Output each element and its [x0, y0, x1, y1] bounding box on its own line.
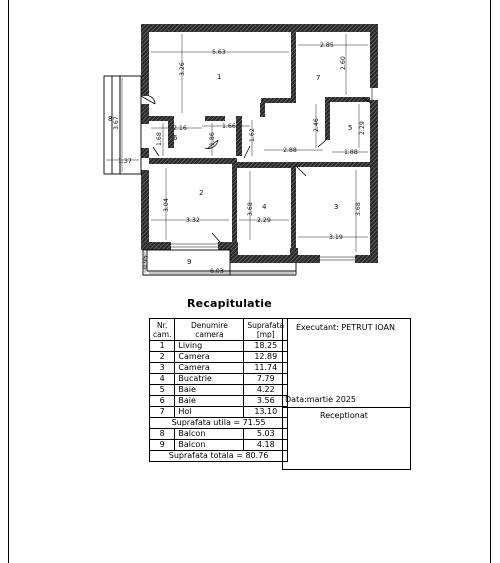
table-row: [150, 374, 288, 385]
dim-5-63: 5.63: [212, 49, 226, 56]
room-label-1: 1: [217, 73, 222, 81]
executant-text: Executant: PETRUT IOAN: [296, 323, 395, 332]
useful-total-row: [150, 418, 288, 429]
info-divider: [283, 407, 410, 408]
dim-3-04: 3.04: [163, 198, 170, 212]
room-name: Camera: [175, 352, 244, 363]
header-area: Suprafata [mp]: [244, 319, 288, 341]
room-name: Camera: [175, 363, 244, 374]
table-row: [150, 440, 288, 451]
room-name: Living: [175, 341, 244, 352]
dim-1-66: 1.66: [222, 123, 236, 130]
table-row: [150, 429, 288, 440]
recap-title: Recapitulatie: [187, 297, 272, 310]
useful-total: Suprafata utila = 71.55: [150, 418, 288, 429]
dim-2-85: 2.85: [320, 42, 334, 49]
room-area: 5.03: [244, 429, 288, 440]
dim-2-60: 2.60: [340, 56, 347, 70]
dim-3-26: 3.26: [179, 62, 186, 76]
table-row: [150, 363, 288, 374]
room-nr: 1: [150, 341, 175, 352]
room-name: Balcon: [175, 440, 244, 451]
room-nr: 2: [150, 352, 175, 363]
room-label-3: 3: [334, 203, 339, 211]
room-name: Baie: [175, 396, 244, 407]
room-area: 4.22: [244, 385, 288, 396]
dim-3-32: 3.32: [186, 217, 200, 224]
room-name: Baie: [175, 385, 244, 396]
room-area: 18.25: [244, 341, 288, 352]
table-row: [150, 396, 288, 407]
dim-3-19: 3.19: [329, 234, 343, 241]
room-area: 13.10: [244, 407, 288, 418]
room-nr: 9: [150, 440, 175, 451]
table-row: [150, 385, 288, 396]
grand-total: Suprafata totala = 80.76: [150, 451, 288, 462]
grand-total-row: [150, 451, 288, 462]
recap-header-row: [150, 319, 288, 341]
dim-2-29-b: 2.29: [257, 217, 271, 224]
header-nr: Nr. cam.: [150, 319, 175, 341]
header-name: Denumire camera: [175, 319, 244, 341]
dim-3-68-b: 3.68: [355, 202, 362, 216]
table-row: [150, 407, 288, 418]
dim-0-95: 0.95: [142, 255, 149, 269]
dim-1-88: 1.88: [344, 149, 358, 156]
dim-2-46: 2.46: [313, 118, 320, 132]
dim-1-68: 1.68: [156, 132, 163, 146]
dim-2-16: 2.16: [173, 125, 187, 132]
room-label-6: 6: [173, 134, 178, 142]
room-area: 4.18: [244, 440, 288, 451]
room-name: Hol: [175, 407, 244, 418]
room-nr: 3: [150, 363, 175, 374]
info-box: [282, 318, 411, 470]
room-name: Bucatrie: [175, 374, 244, 385]
room-area: 3.56: [244, 396, 288, 407]
room-nr: 6: [150, 396, 175, 407]
table-row: [150, 352, 288, 363]
room-nr: 5: [150, 385, 175, 396]
dim-1-86: 1.86: [209, 132, 216, 146]
room-label-7: 7: [316, 74, 321, 82]
received-text: Receptionat: [320, 411, 368, 420]
room-nr: 8: [150, 429, 175, 440]
dim-3-67: 3.67: [113, 116, 120, 130]
room-name: Balcon: [175, 429, 244, 440]
room-label-9: 9: [187, 258, 192, 266]
table-row: [150, 341, 288, 352]
room-label-8: 8: [108, 115, 113, 123]
dim-2-29: 2.29: [359, 121, 366, 135]
room-area: 11.74: [244, 363, 288, 374]
room-label-4: 4: [262, 203, 267, 211]
room-area: 7.79: [244, 374, 288, 385]
dim-2-88: 2.88: [283, 147, 297, 154]
room-nr: 7: [150, 407, 175, 418]
dim-3-68-a: 3.68: [247, 202, 254, 216]
room-label-2: 2: [199, 189, 204, 197]
date-text: Data:martie 2025: [285, 395, 356, 404]
dim-1-62: 1.62: [249, 128, 256, 142]
dim-6-03: 6.03: [210, 268, 224, 275]
recap-table: [149, 318, 288, 462]
dim-1-37: 1.37: [118, 158, 132, 165]
room-label-5: 5: [348, 124, 353, 132]
room-nr: 4: [150, 374, 175, 385]
room-area: 12.89: [244, 352, 288, 363]
